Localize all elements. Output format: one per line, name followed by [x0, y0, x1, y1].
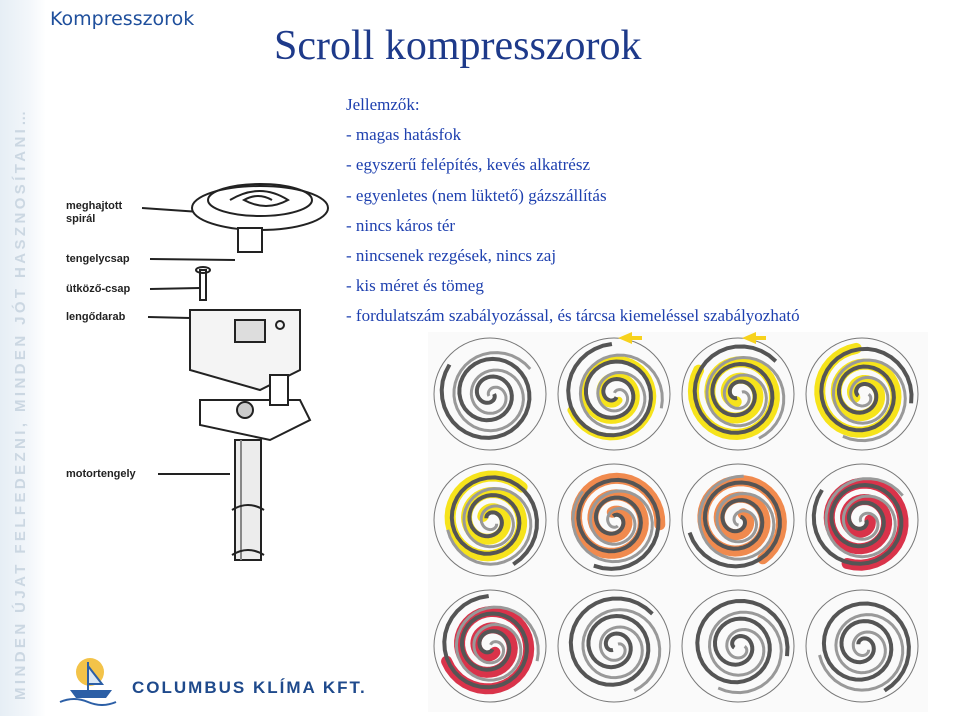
- scroll-cell: [682, 332, 794, 450]
- scroll-cell: [558, 464, 670, 576]
- label-shaft-pin: tengelycsap: [66, 253, 130, 265]
- scroll-cell: [434, 464, 546, 576]
- side-strip: [0, 0, 46, 716]
- compressor-parts-illustration: [50, 160, 350, 600]
- company-name: COLUMBUS KLÍMA KFT.: [132, 678, 367, 697]
- scroll-cell: [806, 464, 918, 576]
- gas-inlet-arrow: [742, 332, 766, 344]
- feature-item: - nincsenek rezgések, nincs zaj: [346, 246, 557, 266]
- feature-item: - fordulatszám szabályozással, és tárcsa kiemeléssel szabályozható: [346, 306, 800, 326]
- gas-inlet-arrow: [618, 332, 642, 344]
- feature-item: - kis méret és tömeg: [346, 276, 484, 296]
- label-swing-piece: lengődarab: [66, 311, 126, 323]
- scroll-cell: [558, 590, 670, 702]
- slide-title: Scroll kompresszorok: [274, 23, 642, 69]
- ship-logo-icon: [58, 650, 128, 706]
- scroll-cell: [806, 590, 918, 702]
- feature-item: - magas hatásfok: [346, 125, 462, 145]
- scroll-cell: [682, 590, 794, 702]
- side-motto: MINDEN ÚJAT FELFEDEZNI, MINDEN JÓT HASZNOSÍTANI…: [12, 107, 29, 700]
- feature-item: - egyszerű felépítés, kevés alkatrész: [346, 155, 591, 175]
- feature-item: - egyenletes (nem lüktető) gázszállítás: [346, 185, 607, 205]
- exploded-view-drawing: [50, 160, 350, 600]
- scroll-cell: [558, 332, 670, 450]
- company-logo: [58, 650, 367, 706]
- label-stop-pin: ütköző-csap: [66, 283, 131, 295]
- scroll-cell: [434, 590, 546, 702]
- scroll-cell: [682, 464, 794, 576]
- feature-list: [346, 90, 800, 332]
- feature-item: - nincs káros tér: [346, 215, 456, 235]
- sequence-illustration: [428, 332, 928, 712]
- label-motor-shaft: motortengely: [66, 468, 136, 480]
- label-driven-spiral: meghajtott spirál: [66, 200, 123, 225]
- scroll-cell: [806, 338, 918, 450]
- feature-heading: Jellemzők:: [346, 95, 420, 114]
- scroll-compression-sequence: [428, 332, 928, 712]
- scroll-cell: [434, 338, 546, 450]
- section-label: Kompresszorok: [50, 8, 195, 30]
